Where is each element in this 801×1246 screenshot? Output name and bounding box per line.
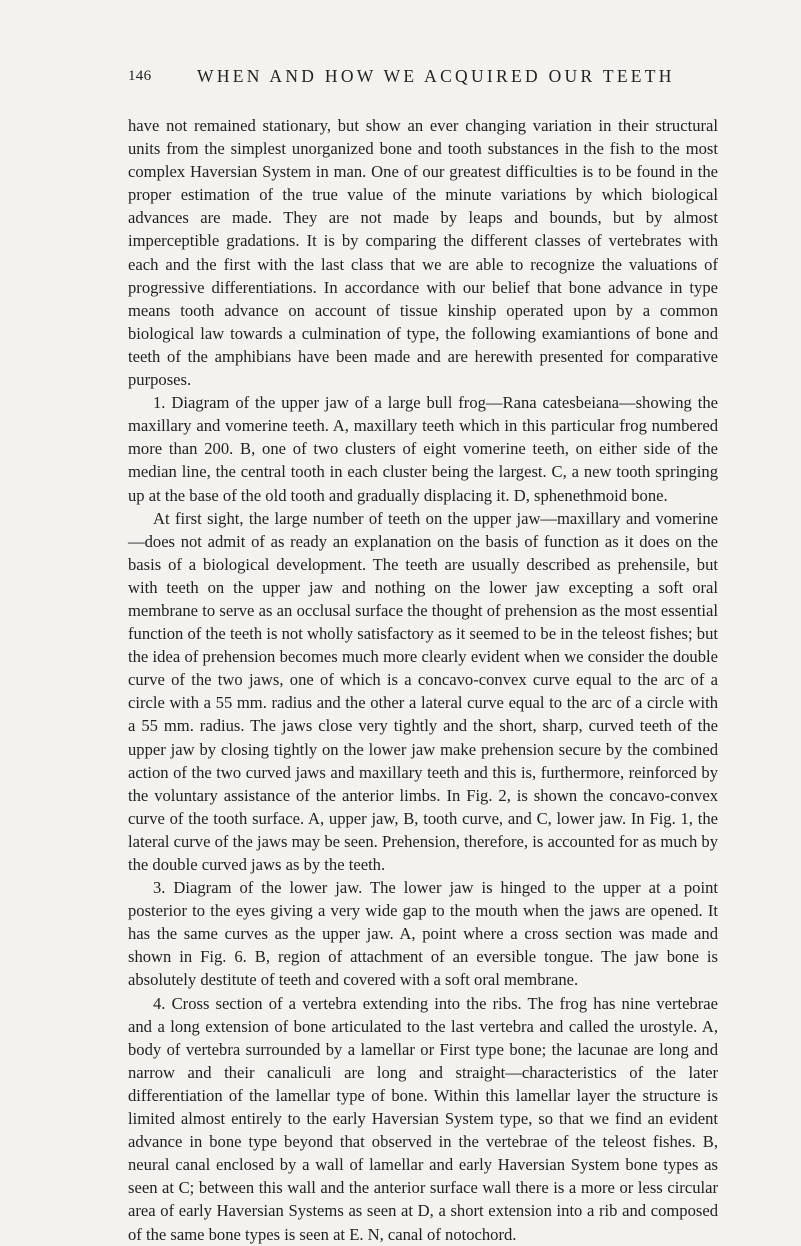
body-text [128,114,718,1246]
page-header [103,66,723,94]
paragraph-figure-3: 3. Diagram of the lower jaw. The lower jaw is hinged to the upper at a point posterior to the eyes giving a very wide gap to the mouth when the jaws are opened. It has the same curves as the upper jaw. A, point where a cross section was made and shown in Fig. 6. B, region of attachment of an eversible tongue. The jaw bone is absolutely destitute of teeth and covered with a soft oral membrane. [128,878,718,990]
running-head: WHEN AND HOW WE ACQUIRED OUR TEETH [197,66,675,86]
paragraph-figure-1: 1. Diagram of the upper jaw of a large bull frog—Rana catesbeiana—showing the maxillary and vomerine teeth. A, maxillary teeth which in this particular frog numbered more than 200. B, one of two clusters of eight vomerine teeth, on either side of the median line, the central tooth in each cluster being the largest. C, a new tooth springing up at the base of the old tooth and gradually displacing it. D, sphenethmoid bone. [128,393,718,505]
paragraph-prehension: At first sight, the large number of teeth on the upper jaw—maxillary and vomerine—does not admit of as ready an explanation on the basis of function as it does on the basis of a biological development. The teeth are usually described as prehensile, but with teeth on the upper jaw and nothing on the lower jaw excepting a soft oral membrane to serve as an occlusal surface the thought of prehension as the most essential function of the teeth is not wholly satisfactory as it seemed to be in the teleost fishes; but the idea of prehension becomes much more clearly evident when we consider the double curve of the two jaws, one of which is a concavo-convex curve equal to the arc of a circle with a 55 mm. radius and the other a lateral curve equal to the arc of a circle with a 55 mm. radius. The jaws close very tightly and the short, sharp, curved teeth of the upper jaw by closing tightly on the lower jaw make prehension secure by the combined action of the two curved jaws and maxillary teeth and this is, furthermore, reinforced by the voluntary assistance of the anterior limbs. In Fig. 2, is shown the concavo-convex curve of the tooth surface. A, upper jaw, B, tooth curve, and C, lower jaw. In Fig. 1, the lateral curve of the jaws may be seen. Prehension, therefore, is accounted for as much by the double curved jaws as by the teeth. [128,508,718,874]
page-number: 146 [128,68,152,84]
paragraph-figure-4: 4. Cross section of a vertebra extending into the ribs. The frog has nine vertebrae and a long extension of bone articulated to the last vertebra and called the urostyle. A, body of vertebra surrounded by a lamellar or First type bone; the lacunae are long and narrow and their canaliculi are long and straight—characteristics of the later differentiation of the lamellar type of bone. Within this lamellar layer the structure is limited almost entirely to the early Haversian System type, so that we find an evident advance in bone type beyond that observed in the vertebrae of the teleost fishes. B, neural canal enclosed by a wall of lamellar and early Haversian System bone types as seen at C; between this wall and the anterior surface wall there is a more or less circular area of early Haversian Systems as seen at D, a short extension into a rib and composed of the same bone types is seen at E. N, canal of notochord. [128,993,718,1244]
paragraph-continuation: have not remained stationary, but show an ever changing variation in their structural units from the simplest unorganized bone and tooth substances in the fish to the most complex Haversian System in man. One of our greatest difficulties is to be found in the proper estimation of the true value of the minute variations by which biological advances are made. They are not made by leaps and bounds, but by almost imperceptible gradations. It is by comparing the different classes of vertebrates with each and the first with the last class that we are able to recognize the valuations of progressive differentiations. In accordance with our belief that bone advance in type means tooth advance on account of tissue kinship operated upon by a common biological law towards a culmination of type, the following examiantions of bone and teeth of the amphibians have been made and are herewith presented for comparative purposes. [128,116,718,390]
